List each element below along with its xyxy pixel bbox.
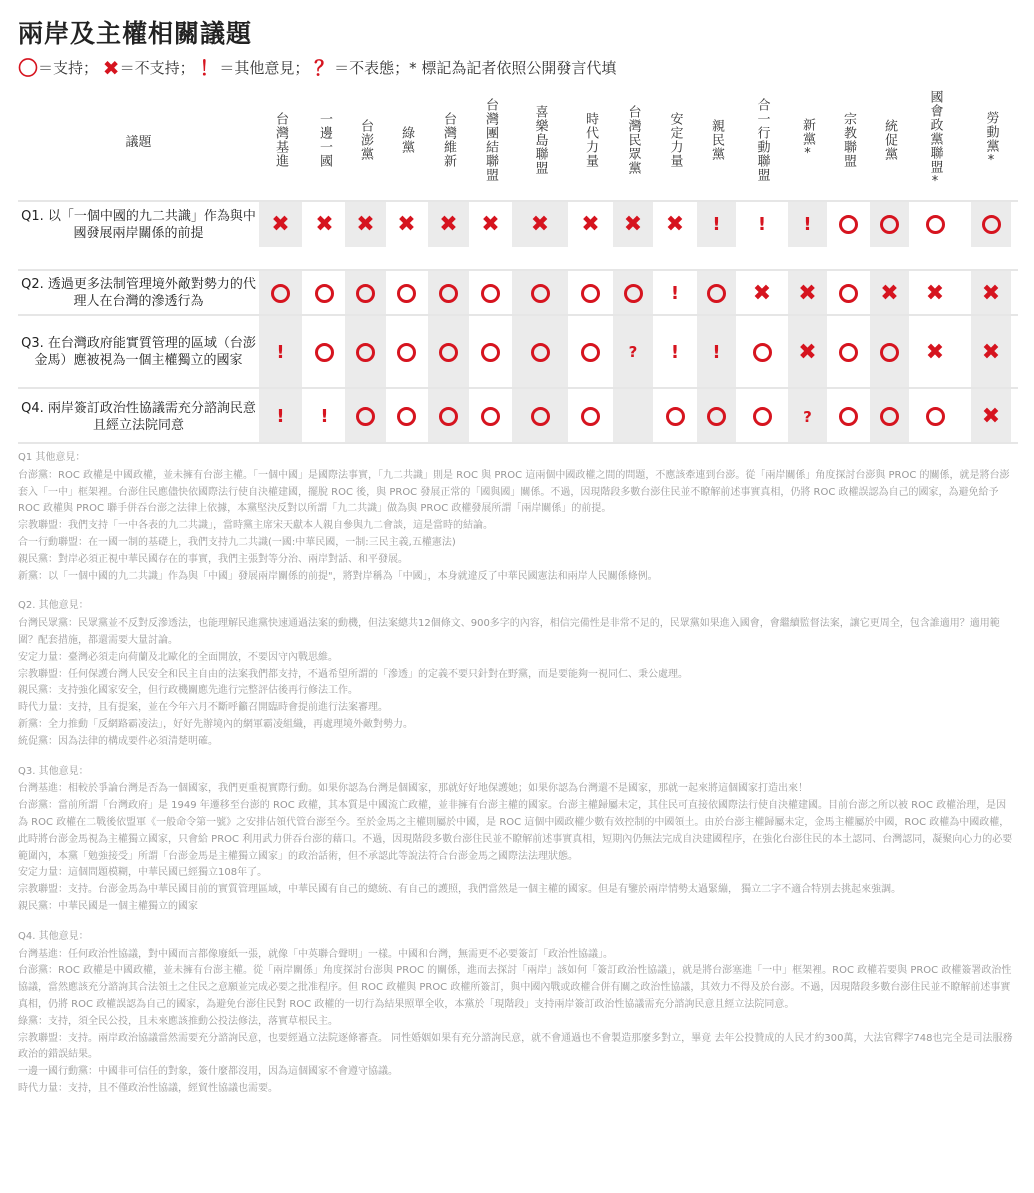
party-header xyxy=(738,84,786,196)
comment-line: 宗教聯盟：任何保護台灣人民安全和民主自由的法案我們都支持，不過希望所謂的「滲透」的定義不要只針對在野黨，而是要能夠一視同仁、秉公處理。 xyxy=(18,668,688,680)
support-icon xyxy=(304,271,345,315)
oppose-icon: ✖ xyxy=(925,339,945,365)
support-icon xyxy=(829,271,868,315)
legend-nostance: ＝不表態；* 標記為記者依照公開發言代填 xyxy=(334,59,617,77)
party-name: 綠黨 xyxy=(399,126,414,154)
support-icon xyxy=(428,316,469,388)
party-header xyxy=(345,84,386,196)
oppose-icon: ✖ xyxy=(971,271,1011,315)
party-header xyxy=(387,84,426,196)
party-name: 台灣團結聯盟 xyxy=(483,98,498,182)
support-icon xyxy=(471,271,510,315)
support-icon xyxy=(655,389,695,444)
support-icon xyxy=(345,316,386,388)
support-icon xyxy=(471,316,510,388)
party-header xyxy=(304,84,345,196)
support-icon xyxy=(512,389,568,444)
comment-line: 台澎黨：當前所謂「台灣政府」是 1949 年遷移至台澎的 ROC 政權，其本質是中國流亡政權，並非擁有台澎主權的國家。台澎主權歸屬未定，其住民可直接依國際法行使自決權建國。目前台澎之所以被 ROC 政權治理，是因為 ROC 政權在二戰後依盟軍《一般命令第一號》之安排佔領代管台澎至今。至於金馬之主權則屬於中國，是 ROC 這個中國政權少數有效控制的中國領土。由於台澎主權歸屬未定，金馬主權屬於中國，ROC 政權為中國政權，此時將台澎金馬視為主權獨立國家，只會給 PROC 利用武力併吞台澎的藉口。不過，因現階段多數台澎住民並不瞭解前述事實真相，短期內仍無法完成自決建國程序，在強化台澎住民的本土認同、台灣認同，凝聚向心力的必要範圍內，本黨「勉強接受」所謂「台澎金馬是主權獨立國家」的政治話術，但不承認此等說法符合台澎金馬之國際法法理狀態。 xyxy=(18,800,1013,862)
table-row xyxy=(18,200,1018,247)
other-opinion-icon: ! xyxy=(259,389,302,444)
support-icon xyxy=(345,271,386,315)
table-row xyxy=(18,269,1018,315)
question-text: Q1. 以「一個中國的九二共識」作為與中國發展兩岸關係的前提 xyxy=(21,208,256,241)
party-name: 台澎黨 xyxy=(358,119,373,161)
comment-heading: Q2. 其他意見： xyxy=(18,600,89,612)
oppose-icon: ✖ xyxy=(581,212,600,237)
support-icon xyxy=(512,271,568,315)
comment-line: 親民黨：支持強化國家安全，但行政機關應先進行完整評估後再行修法工作。 xyxy=(18,685,358,697)
party-name: 親民黨 xyxy=(709,119,724,161)
question-text: Q2. 透過更多法制管理境外敵對勢力的代理人在台灣的滲透行為 xyxy=(21,277,256,309)
comment-line: 安定力量：這個問題模糊，中華民國已經獨立108年了。 xyxy=(18,867,268,879)
comments-section xyxy=(18,450,1016,1111)
comment-line: 台灣基進：相較於爭論台灣是否為一個國家，我們更重視實際行動。如果你認為台灣是個國家，那就好好地保護她；如果你認為台灣還不是國家，那就一起來將這個國家打造出來！ xyxy=(18,783,808,795)
comment-line: 台澎黨：ROC 政權是中國政權，並未擁有台澎主權。從「兩岸關係」角度探討台澎與 PROC 的關係，進而去探討「兩岸」該如何「簽訂政治性協議」，就是將台澎塞進「一中」框架裡。ROC 政權若要與 PROC 政權簽署政治性協議，當然應該充分諮詢其合法領土之住民之意願並完成必要之批准程序。但 ROC 政權與 PROC 政權所簽訂，與中國內戰或政權合併有關之政治性協議，其效力不得及於台澎。不過，因現階段多數台澎住民並不瞭解前述事實真相，仍將 ROC 政權誤認為自己的國家，為避免台澎住民對 ROC 政權的一切行為結果照單全收，本黨於「現階段」支持兩岸簽訂政治性協議需充分諮詢民意且經立法院同意。 xyxy=(18,965,1012,1010)
oppose-icon: ✖ xyxy=(345,202,386,247)
oppose-icon: ✖ xyxy=(971,389,1011,444)
party-name: 時代力量 xyxy=(583,112,598,168)
comment-line: 合一行動聯盟：在一國一制的基礎上，我們支持九二共識(一國:中華民國，一制:三民主義,五權憲法) xyxy=(18,536,456,548)
support-icon xyxy=(570,316,611,388)
comment-block xyxy=(18,450,1016,585)
oppose-icon: ✖ xyxy=(397,212,416,237)
other-opinion-icon: ! xyxy=(670,282,680,304)
party-name: 一邊一國 xyxy=(317,112,332,168)
party-header xyxy=(259,84,302,196)
oppose-icon: ✖ xyxy=(870,271,909,315)
party-header xyxy=(788,84,827,196)
party-name: 台灣基進 xyxy=(273,112,288,168)
comment-line: 宗教聯盟：我們支持「一中各表的九二共識」，當時黨主席宋天獻本人親自參與九二會談，這是當時的結論。 xyxy=(18,520,493,532)
support-icon xyxy=(870,316,909,388)
comment-line: 宗教聯盟：支持。台澎金馬為中華民國目前的實質管理區域，中華民國有自己的總統、有自己的護照，我們當然是一個主權的國家。但是有鑒於兩岸情勢太過緊繃， 獨立二字不適合特別去挑起來強調。 xyxy=(18,884,902,896)
other-opinion-icon: ! xyxy=(670,341,680,363)
other-opinion-icon: ! xyxy=(697,202,736,247)
issue-header: 議題 xyxy=(125,134,152,150)
comment-line: 時代力量：支持，且不僅政治性協議，經貿性協議也需要。 xyxy=(18,1082,278,1094)
support-icon xyxy=(738,389,786,444)
other-opinion-icon: ! xyxy=(697,316,736,388)
support-icon xyxy=(971,202,1011,247)
party-header xyxy=(570,84,611,196)
support-icon xyxy=(387,271,426,315)
party-header xyxy=(829,84,868,196)
empty-cell xyxy=(613,389,653,444)
support-icon xyxy=(870,202,909,247)
oppose-icon: ✖ xyxy=(788,316,827,388)
comment-line: 安定力量：臺灣必須走向荷蘭及北歐化的全面開放，不要因守內戰思維。 xyxy=(18,651,338,663)
support-icon xyxy=(471,389,510,444)
comment-line: 親民黨：中華民國是一個主權獨立的國家 xyxy=(18,900,198,912)
oppose-icon: ✖ xyxy=(971,316,1011,388)
party-header xyxy=(613,84,653,196)
party-name: 台灣維新 xyxy=(441,112,456,168)
party-name: 喜樂島聯盟 xyxy=(532,105,548,175)
party-header xyxy=(697,84,736,196)
other-opinion-icon: ! xyxy=(757,214,767,235)
support-icon xyxy=(428,389,469,444)
party-header xyxy=(428,84,469,196)
comment-line: 新黨：以「一個中國的九二共識」作為與「中國」發展兩岸關係的前提"，將對岸稱為「中國」，本身就違反了中華民國憲法和兩岸人民關係條例。 xyxy=(18,570,658,582)
oppose-icon: ✖ xyxy=(315,212,334,237)
support-icon xyxy=(829,202,868,247)
support-icon xyxy=(570,389,611,444)
legend xyxy=(18,52,616,81)
legend-support: ＝支持； xyxy=(38,59,99,77)
party-name: 統促黨 xyxy=(882,119,897,161)
legend-oppose: ＝不支持； xyxy=(119,59,195,77)
support-icon xyxy=(259,271,302,315)
party-name: 合一行動聯盟 xyxy=(754,98,770,182)
comment-line: 宗教聯盟：支持。兩岸政治協議當然需要充分諮詢民意，也要經過立法院逐條審查。 同性婚姻如果有充分諮詢民意，就不會通過也不會製造那麼多對立，畢竟 去年公投贊成的人民才約300萬，大法官釋字748也完全是司法服務政治的錯誤結果。 xyxy=(18,1032,1013,1061)
question-text: Q4. 兩岸簽訂政治性協議需充分諮詢民意且經立法院同意 xyxy=(21,400,256,433)
party-header xyxy=(870,84,909,196)
oppose-icon: ✖ xyxy=(613,202,653,247)
comment-heading: Q1 其他意見： xyxy=(18,452,86,463)
oppose-icon: ✖ xyxy=(925,280,945,306)
comment-line: 台灣基進：任何政治性協議，對中國而言都像廢紙一張，就像「中英聯合聲明」一樣。中國和台灣，無需更不必要簽訂「政治性協議」。 xyxy=(18,948,613,960)
support-icon xyxy=(911,202,959,247)
comment-line: 綠黨：支持，須全民公投，且未來應該推動公投法修法，落實草根民主。 xyxy=(18,1015,338,1027)
party-header xyxy=(911,84,959,196)
support-icon xyxy=(870,389,909,444)
party-name: 勞動黨* xyxy=(983,111,999,169)
oppose-icon: ✖ xyxy=(481,212,500,237)
comment-line: 時代力量：支持，且有提案，並在今年六月不斷呼籲召開臨時會提前進行法案審理。 xyxy=(18,702,388,714)
oppose-icon: ✖ xyxy=(752,280,772,306)
table-row xyxy=(18,387,1018,444)
comment-block xyxy=(18,598,1016,750)
oppose-symbol: ✖ xyxy=(102,56,120,80)
oppose-icon: ✖ xyxy=(665,212,685,237)
support-icon xyxy=(512,316,568,388)
support-icon xyxy=(738,316,786,388)
party-name: 宗教聯盟 xyxy=(841,112,856,168)
support-icon xyxy=(304,316,345,388)
support-icon xyxy=(911,389,959,444)
party-name: 安定力量 xyxy=(667,112,683,168)
comment-line: 台澎黨：ROC 政權是中國政權，並未擁有台澎主權。「一個中國」是國際法事實，「九二共識」則是 ROC 與 PROC 這兩個中國政權之間的問題，不應該牽連到台澎。從「兩岸關係」角度探討台澎與 PROC 的關係，就是將台澎套入「一中」框架裡。台澎住民應儘快依國際法行使自決權建國，擺脫 ROC 後，與 PROC 發展正常的「國與國」關係。不過，因現階段多數台澎住民並不瞭解前述事實真相，仍將 ROC 政權誤認為自己的國家，為避免給予 ROC 政權與 PROC 聯手併吞台澎之法律上依據，本黨堅決反對以所謂「九二共識」做為與 PROC 政權發展所謂「兩岸關係」的前提。 xyxy=(18,469,1010,515)
support-icon xyxy=(829,316,868,388)
party-name: 台灣民眾黨 xyxy=(625,105,641,175)
oppose-icon: ✖ xyxy=(788,271,827,315)
support-icon xyxy=(345,389,386,444)
support-icon xyxy=(829,389,868,444)
oppose-icon: ✖ xyxy=(428,202,469,247)
no-stance-icon: ? xyxy=(613,316,653,388)
support-icon xyxy=(387,316,426,388)
comment-line: 台灣民眾黨：民眾黨並不反對反滲透法，也能理解民進黨快速通過法案的動機，但法案總共12個條文、900多字的內容，相信完備性是非常不足的，民眾黨如果進入國會，會繼續監督法案，讓它更周全，包含誰適用？適用範圍？配套措施，都還需要大量討論。 xyxy=(18,618,1000,646)
support-icon xyxy=(697,271,736,315)
comment-block xyxy=(18,764,1016,916)
comment-heading: Q3. 其他意見： xyxy=(18,765,89,777)
comment-line: 統促黨：因為法律的構成要件必須清楚明確。 xyxy=(18,735,218,747)
nostance-symbol: ？ xyxy=(314,56,335,80)
support-symbol: 〇 xyxy=(18,56,38,80)
table-bottom-rule xyxy=(18,442,1018,444)
party-name: 新黨* xyxy=(800,118,815,162)
page-title: 兩岸及主權相關議題 xyxy=(18,19,253,48)
other-opinion-icon: ! xyxy=(259,316,302,388)
comment-block xyxy=(18,929,1016,1098)
party-header xyxy=(471,84,510,196)
comment-line: 親民黨：對岸必須正視中華民國存在的事實，我們主張對等分治、兩岸對話、和平發展。 xyxy=(18,553,408,565)
comment-line: 一邊一國行動黨：中國非可信任的對象，簽什麼都沒用，因為這個國家不會遵守協議。 xyxy=(18,1066,398,1078)
comment-line: 新黨：全力推動「反網路霸凌法」，好好先辦境內的網軍霸凌組織，再處理境外敵對勢力。 xyxy=(18,718,413,730)
party-name: 國會政黨聯盟* xyxy=(927,90,943,190)
support-icon xyxy=(387,389,426,444)
party-header xyxy=(512,84,568,196)
other-symbol: ！ xyxy=(199,56,220,80)
oppose-icon: ✖ xyxy=(512,202,568,247)
party-header xyxy=(971,84,1011,196)
support-icon xyxy=(697,389,736,444)
table-row xyxy=(18,314,1018,388)
oppose-icon: ✖ xyxy=(259,202,302,247)
support-icon xyxy=(570,271,611,315)
other-opinion-icon: ! xyxy=(788,202,827,247)
comment-heading: Q4. 其他意見： xyxy=(18,930,89,942)
question-text: Q3. 在台灣政府能實質管理的區域（台澎金馬）應被視為一個主權獨立的國家 xyxy=(21,336,256,368)
other-opinion-icon: ! xyxy=(320,406,329,427)
legend-other: ＝其他意見； xyxy=(219,59,310,77)
party-header xyxy=(655,84,695,196)
no-stance-icon: ? xyxy=(788,389,827,444)
support-icon xyxy=(428,271,469,315)
support-icon xyxy=(613,271,653,315)
